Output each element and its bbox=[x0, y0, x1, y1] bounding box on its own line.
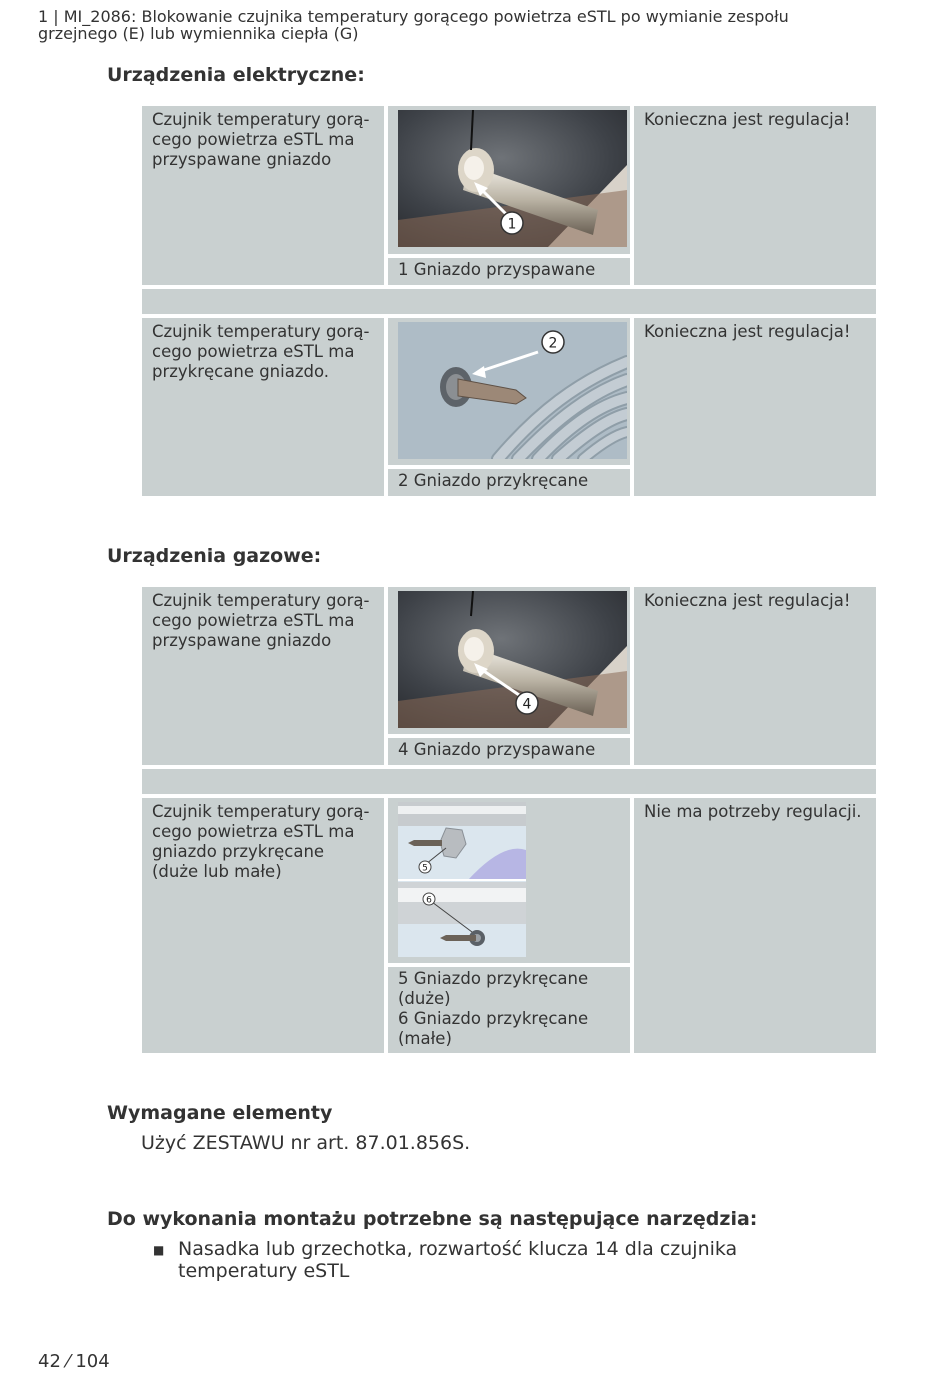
tools-heading: Do wykonania montażu potrzebne są następujące narzędzia: bbox=[107, 1208, 758, 1230]
welded-socket-photo bbox=[398, 110, 627, 247]
row-description: Czujnik temperatury gorą-cego powietrza eSTL ma przykręcane gniazdo. bbox=[142, 318, 384, 496]
header-title-line2: grzejnego (E) lub wymiennika ciepła (G) bbox=[38, 24, 359, 43]
bullet-icon: ■ bbox=[153, 1243, 165, 1257]
photo-callout: 4 bbox=[522, 696, 532, 713]
image-caption: 1 Gniazdo przyspawane bbox=[388, 258, 630, 285]
gas-heading: Urządzenia gazowe: bbox=[107, 545, 322, 567]
image-cell bbox=[388, 798, 630, 963]
photo-callout: 1 bbox=[507, 216, 517, 233]
caption-line-small: 6 Gniazdo przykręcane (małe) bbox=[398, 1009, 589, 1048]
row-note: Konieczna jest regulacja! bbox=[634, 587, 876, 765]
photo-callout: 2 bbox=[548, 335, 558, 352]
row-description: Czujnik temperatury gorą-cego powietrza eSTL ma przyspawane gniazdo bbox=[142, 587, 384, 765]
row-description: Czujnik temperatury gorą-cego powietrza eSTL ma gniazdo przykręcane (duże lub małe) bbox=[142, 798, 384, 1053]
photo-callout: 5 bbox=[422, 863, 428, 874]
row-description: Czujnik temperatury gorą-cego powietrza eSTL ma przyspawane gniazdo bbox=[142, 106, 384, 285]
image-cell bbox=[388, 106, 630, 254]
page-number: 42 ⁄ 104 bbox=[38, 1351, 110, 1372]
row-note: Konieczna jest regulacja! bbox=[634, 106, 876, 285]
screwed-socket-illustration bbox=[398, 322, 627, 459]
required-heading: Wymagane elementy bbox=[107, 1102, 333, 1124]
image-caption bbox=[388, 967, 630, 1053]
electric-heading: Urządzenia elektryczne: bbox=[107, 64, 365, 86]
document-header bbox=[38, 8, 918, 42]
required-text: Użyć ZESTAWU nr art. 87.01.856S. bbox=[141, 1132, 471, 1154]
photo-callout: 6 bbox=[426, 895, 432, 906]
tool-item-text: Nasadka lub grzechotka, rozwartość klucza 14 dla czujnika temperatury eSTL bbox=[178, 1238, 738, 1282]
row-separator bbox=[142, 289, 876, 314]
row-note: Konieczna jest regulacja! bbox=[634, 318, 876, 496]
row-note: Nie ma potrzeby regulacji. bbox=[634, 798, 876, 1053]
screwed-sockets-illustration bbox=[398, 802, 526, 957]
welded-socket-photo bbox=[398, 591, 627, 728]
image-caption: 4 Gniazdo przyspawane bbox=[388, 738, 630, 765]
image-cell bbox=[388, 587, 630, 734]
image-cell bbox=[388, 318, 630, 465]
row-separator bbox=[142, 769, 876, 794]
header-title-line1: 1 | MI_2086: Blokowanie czujnika temperatury gorącego powietrza eSTL po wymianie zespołu bbox=[38, 7, 789, 26]
image-caption: 2 Gniazdo przykręcane bbox=[388, 469, 630, 496]
caption-line-large: 5 Gniazdo przykręcane (duże) bbox=[398, 969, 589, 1008]
